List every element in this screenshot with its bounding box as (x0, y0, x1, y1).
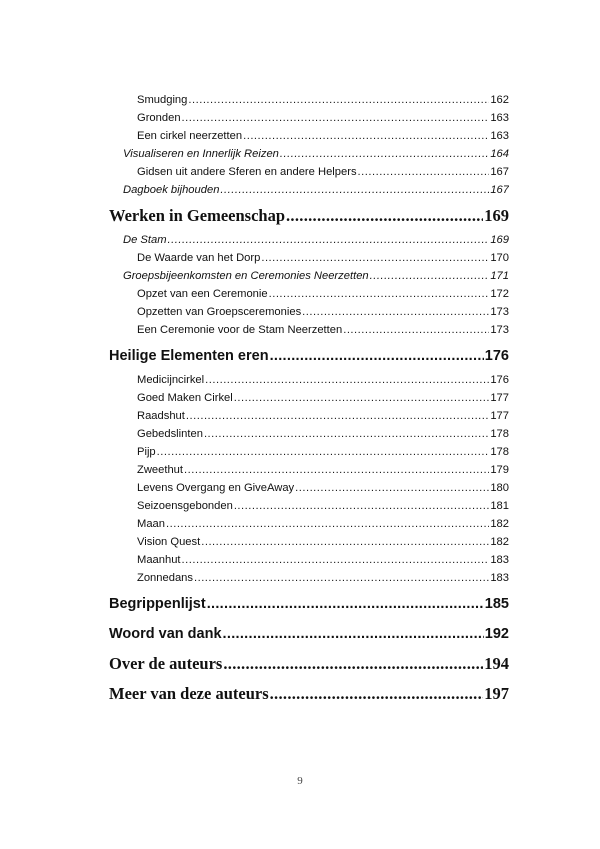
dot-leader (270, 341, 484, 371)
toc-entry[interactable] (109, 371, 509, 389)
toc-entry-page: 171 (490, 270, 509, 282)
toc-entry-page: 177 (490, 410, 509, 422)
toc-entry[interactable] (109, 515, 509, 533)
toc-entry[interactable] (109, 425, 509, 443)
toc-subsection[interactable] (109, 267, 509, 285)
toc-entry-title: De Waarde van het Dorp (137, 252, 261, 264)
toc-entry-page: 164 (490, 148, 509, 160)
toc-entry-page: 170 (490, 252, 509, 264)
toc-chapter-page: 192 (484, 626, 509, 642)
dot-leader (220, 181, 489, 199)
table-of-contents (109, 91, 509, 709)
toc-entry-page: 181 (490, 500, 509, 512)
toc-chapter-page: 176 (484, 348, 509, 364)
toc-entry[interactable] (109, 551, 509, 569)
dot-leader (205, 371, 489, 389)
toc-entry-title: Goed Maken Cirkel (137, 392, 233, 404)
toc-subsection[interactable] (109, 145, 509, 163)
dot-leader (157, 443, 490, 461)
dot-leader (280, 145, 489, 163)
toc-entry-page: 183 (490, 554, 509, 566)
toc-entry-page: 163 (490, 130, 509, 142)
dot-leader (295, 479, 489, 497)
toc-entry-page: 178 (490, 446, 509, 458)
dot-leader (166, 515, 489, 533)
toc-entry-page: 163 (490, 112, 509, 124)
toc-entry-page: 173 (490, 324, 509, 336)
toc-entry-page: 180 (490, 482, 509, 494)
toc-chapter[interactable] (109, 619, 509, 649)
toc-entry-title: Maanhut (137, 554, 181, 566)
toc-chapter-page: 194 (484, 654, 509, 673)
toc-entry-title: Levens Overgang en GiveAway (137, 482, 295, 494)
dot-leader (370, 267, 490, 285)
toc-entry-title: Een cirkel neerzetten (137, 130, 243, 142)
dot-leader (194, 569, 489, 587)
dot-leader (186, 407, 489, 425)
toc-entry[interactable] (109, 109, 509, 127)
dot-leader (168, 231, 490, 249)
toc-entry[interactable] (109, 285, 509, 303)
toc-entry[interactable] (109, 127, 509, 145)
toc-chapter-title: Meer van deze auteurs (109, 684, 269, 703)
toc-entry[interactable] (109, 321, 509, 339)
toc-entry[interactable] (109, 163, 509, 181)
toc-entry-page: 169 (490, 234, 509, 246)
dot-leader (184, 461, 489, 479)
toc-entry-page: 178 (490, 428, 509, 440)
toc-entry-title: Groepsbijeenkomsten en Ceremonies Neerzetten (123, 270, 369, 282)
toc-entry[interactable] (109, 497, 509, 515)
toc-entry-title: Smudging (137, 94, 188, 106)
toc-entry[interactable] (109, 479, 509, 497)
toc-entry-title: Gidsen uit andere Sferen en andere Helpers (137, 166, 357, 178)
toc-entry-title: Vision Quest (137, 536, 201, 548)
toc-chapter-page: 197 (484, 684, 509, 703)
toc-entry-title: Gronden (137, 112, 181, 124)
toc-entry[interactable] (109, 461, 509, 479)
toc-entry-page: 176 (490, 374, 509, 386)
toc-chapter[interactable] (109, 649, 509, 679)
toc-entry-title: De Stam (123, 234, 167, 246)
toc-chapter-title: Woord van dank (109, 626, 222, 642)
toc-entry-page: 173 (490, 306, 509, 318)
page-number: 9 (297, 775, 303, 787)
toc-entry-title: Een Ceremonie voor de Stam Neerzetten (137, 324, 343, 336)
dot-leader (188, 91, 489, 109)
toc-entry-page: 167 (490, 184, 509, 196)
toc-entry-title: Zonnedans (137, 572, 193, 584)
toc-chapter[interactable] (109, 341, 509, 371)
toc-entry-page: 179 (490, 464, 509, 476)
toc-chapter[interactable] (109, 679, 509, 709)
toc-entry-title: Gebedslinten (137, 428, 203, 440)
toc-entry[interactable] (109, 91, 509, 109)
toc-subsection[interactable] (109, 181, 509, 199)
dot-leader (234, 389, 490, 407)
dot-leader (234, 497, 490, 515)
toc-entry-page: 182 (490, 518, 509, 530)
toc-entry-title: Raadshut (137, 410, 185, 422)
toc-entry[interactable] (109, 303, 509, 321)
toc-chapter[interactable] (109, 201, 509, 231)
dot-leader (243, 127, 489, 145)
toc-entry-title: Medicijncirkel (137, 374, 205, 386)
toc-entry-title: Opzetten van Groepsceremonies (137, 306, 302, 318)
toc-entry-title: Pijp (137, 446, 156, 458)
toc-entry-title: Visualiseren en Innerlijk Reizen (123, 148, 279, 160)
dot-leader (207, 589, 484, 619)
toc-chapter-title: Werken in Gemeenschap (109, 206, 285, 225)
toc-entry-title: Opzet van een Ceremonie (137, 288, 268, 300)
toc-chapter-page: 169 (484, 206, 509, 225)
toc-entry-title: Dagboek bijhouden (123, 184, 220, 196)
dot-leader (270, 679, 484, 709)
dot-leader (201, 533, 489, 551)
toc-chapter-page: 185 (484, 596, 509, 612)
dot-leader (286, 201, 483, 231)
toc-chapter-title: Over de auteurs (109, 654, 223, 673)
dot-leader (358, 163, 490, 181)
dot-leader (343, 321, 489, 339)
dot-leader (182, 109, 490, 127)
toc-entry-page: 162 (490, 94, 509, 106)
toc-entry-page: 167 (490, 166, 509, 178)
dot-leader (204, 425, 489, 443)
toc-entry-page: 172 (490, 288, 509, 300)
toc-chapter-title: Begrippenlijst (109, 596, 206, 612)
dot-leader (182, 551, 490, 569)
dot-leader (261, 249, 489, 267)
toc-entry[interactable] (109, 249, 509, 267)
dot-leader (269, 285, 490, 303)
toc-chapter-title: Heilige Elementen eren (109, 348, 269, 364)
dot-leader (302, 303, 489, 321)
toc-entry-page: 182 (490, 536, 509, 548)
toc-entry-title: Seizoensgebonden (137, 500, 233, 512)
toc-subsection[interactable] (109, 231, 509, 249)
toc-entry-title: Maan (137, 518, 165, 530)
toc-entry[interactable] (109, 533, 509, 551)
toc-entry[interactable] (109, 389, 509, 407)
toc-entry[interactable] (109, 569, 509, 587)
dot-leader (223, 619, 484, 649)
toc-entry-page: 183 (490, 572, 509, 584)
toc-entry-page: 177 (490, 392, 509, 404)
toc-entry-title: Zweethut (137, 464, 184, 476)
toc-chapter[interactable] (109, 589, 509, 619)
toc-entry[interactable] (109, 407, 509, 425)
dot-leader (223, 649, 483, 679)
toc-entry[interactable] (109, 443, 509, 461)
